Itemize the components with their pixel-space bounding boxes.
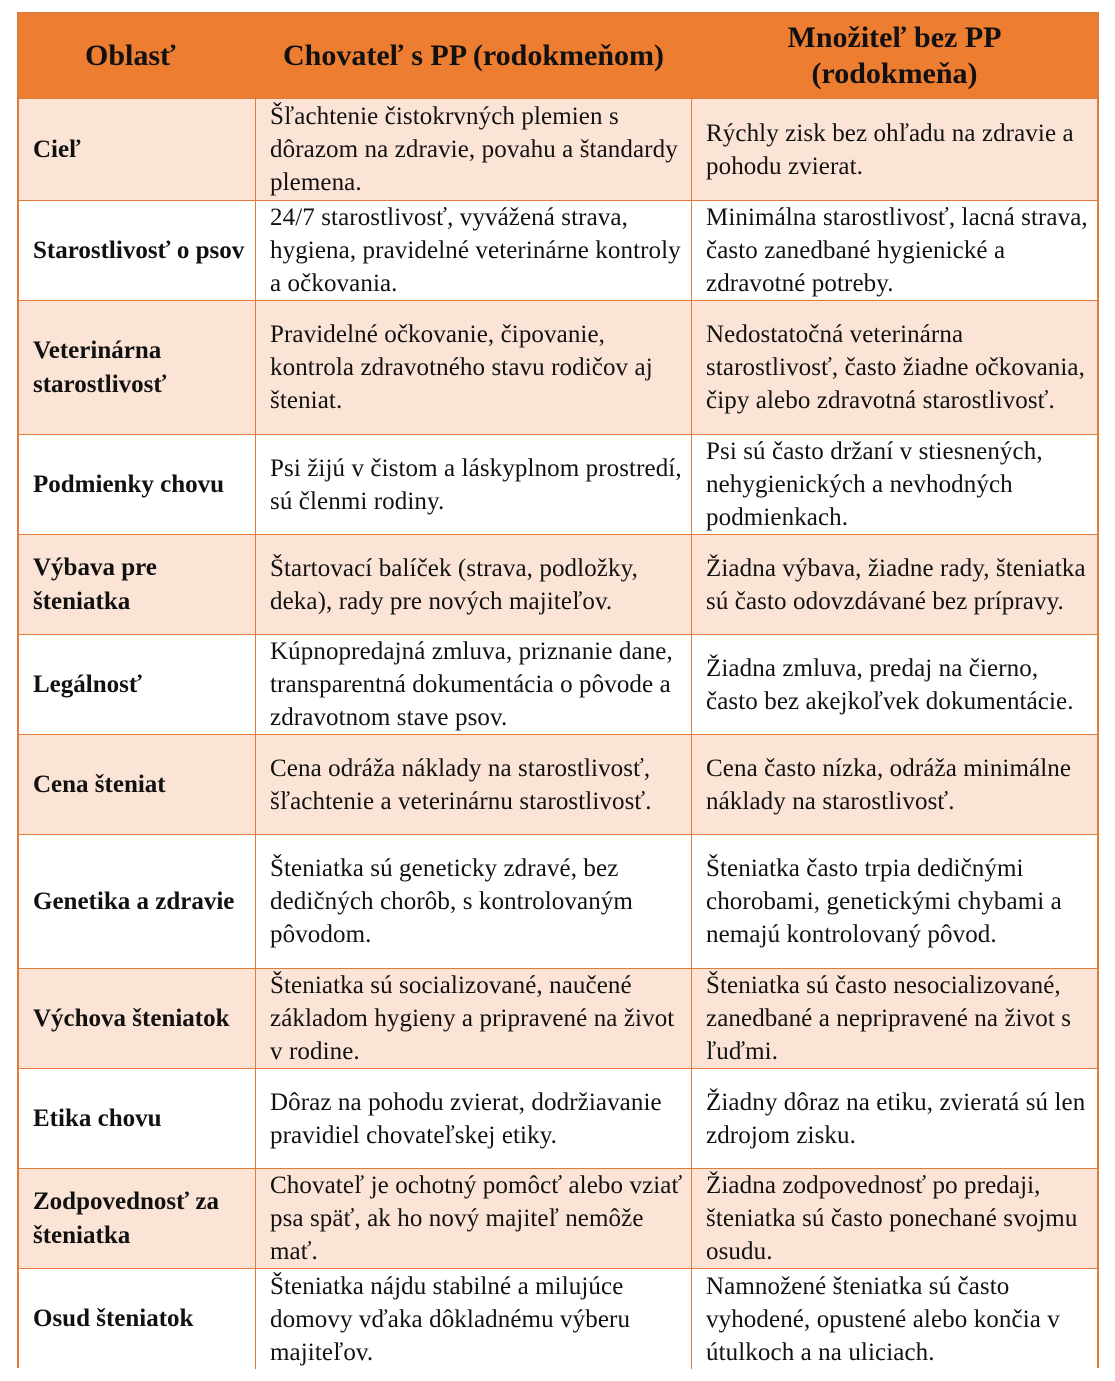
row-area: Podmienky chovu (19, 435, 256, 535)
row-multiplier: Šteniatka sú často nesocializované, zanedbané a nepripravené na život s ľuďmi. (692, 969, 1097, 1069)
row-area: Výchova šteniatok (19, 969, 256, 1069)
row-multiplier: Žiadny dôraz na etiku, zvieratá sú len zdrojom zisku. (692, 1069, 1097, 1169)
row-breeder: Šľachtenie čistokrvných plemien s dôrazom na zdravie, povahu a štandardy plemena. (256, 99, 692, 201)
row-multiplier: Cena často nízka, odráža minimálne náklady na starostlivosť. (692, 735, 1097, 835)
row-breeder: Psi žijú v čistom a láskyplnom prostredí, sú členmi rodiny. (256, 435, 692, 535)
row-area: Výbava pre šteniatka (19, 535, 256, 635)
row-multiplier: Žiadna zmluva, predaj na čierno, často bez akejkoľvek dokumentácie. (692, 635, 1097, 735)
row-area: Osud šteniatok (19, 1269, 256, 1369)
row-breeder: Šteniatka nájdu stabilné a milujúce domovy vďaka dôkladnému výberu majiteľov. (256, 1269, 692, 1369)
row-breeder: Pravidelné očkovanie, čipovanie, kontrola zdravotného stavu rodičov aj šteniat. (256, 301, 692, 435)
row-area: Starostlivosť o psov (19, 201, 256, 301)
header-breeder: Chovateľ s PP (rodokmeňom) (256, 14, 692, 99)
row-area: Veterinárna starostlivosť (19, 301, 256, 435)
row-breeder: Kúpnopredajná zmluva, priznanie dane, transparentná dokumentácia o pôvode a zdravotnom stave psov. (256, 635, 692, 735)
row-multiplier: Šteniatka často trpia dedičnými chorobami, genetickými chybami a nemajú kontrolovaný pôvod. (692, 835, 1097, 969)
header-multiplier: Množiteľ bez PP (rodokmeňa) (692, 14, 1097, 99)
row-multiplier: Žiadna zodpovednosť po predaji, šteniatka sú často ponechané svojmu osudu. (692, 1169, 1097, 1269)
row-area: Legálnosť (19, 635, 256, 735)
row-breeder: Cena odráža náklady na starostlivosť, šľachtenie a veterinárnu starostlivosť. (256, 735, 692, 835)
row-multiplier: Namnožené šteniatka sú často vyhodené, opustené alebo končia v útulkoch a na uliciach. (692, 1269, 1097, 1369)
comparison-table (17, 12, 1099, 1368)
row-breeder: Štartovací balíček (strava, podložky, deka), rady pre nových majiteľov. (256, 535, 692, 635)
row-breeder: 24/7 starostlivosť, vyvážená strava, hygiena, pravidelné veterinárne kontroly a očkovania. (256, 201, 692, 301)
row-breeder: Chovateľ je ochotný pomôcť alebo vziať psa späť, ak ho nový majiteľ nemôže mať. (256, 1169, 692, 1269)
row-breeder: Dôraz na pohodu zvierat, dodržiavanie pravidiel chovateľskej etiky. (256, 1069, 692, 1169)
row-area: Cieľ (19, 99, 256, 201)
header-area: Oblasť (19, 14, 256, 99)
row-multiplier: Žiadna výbava, žiadne rady, šteniatka sú často odovzdávané bez prípravy. (692, 535, 1097, 635)
row-multiplier: Nedostatočná veterinárna starostlivosť, často žiadne očkovania, čipy alebo zdravotná starostlivosť. (692, 301, 1097, 435)
row-area: Genetika a zdravie (19, 835, 256, 969)
row-multiplier: Minimálna starostlivosť, lacná strava, často zanedbané hygienické a zdravotné potreby. (692, 201, 1097, 301)
row-breeder: Šteniatka sú socializované, naučené základom hygieny a pripravené na život v rodine. (256, 969, 692, 1069)
row-breeder: Šteniatka sú geneticky zdravé, bez dedičných chorôb, s kontrolovaným pôvodom. (256, 835, 692, 969)
row-area: Etika chovu (19, 1069, 256, 1169)
row-multiplier: Psi sú často držaní v stiesnených, nehygienických a nevhodných podmienkach. (692, 435, 1097, 535)
row-multiplier: Rýchly zisk bez ohľadu na zdravie a pohodu zvierat. (692, 99, 1097, 201)
row-area: Cena šteniat (19, 735, 256, 835)
row-area: Zodpovednosť za šteniatka (19, 1169, 256, 1269)
